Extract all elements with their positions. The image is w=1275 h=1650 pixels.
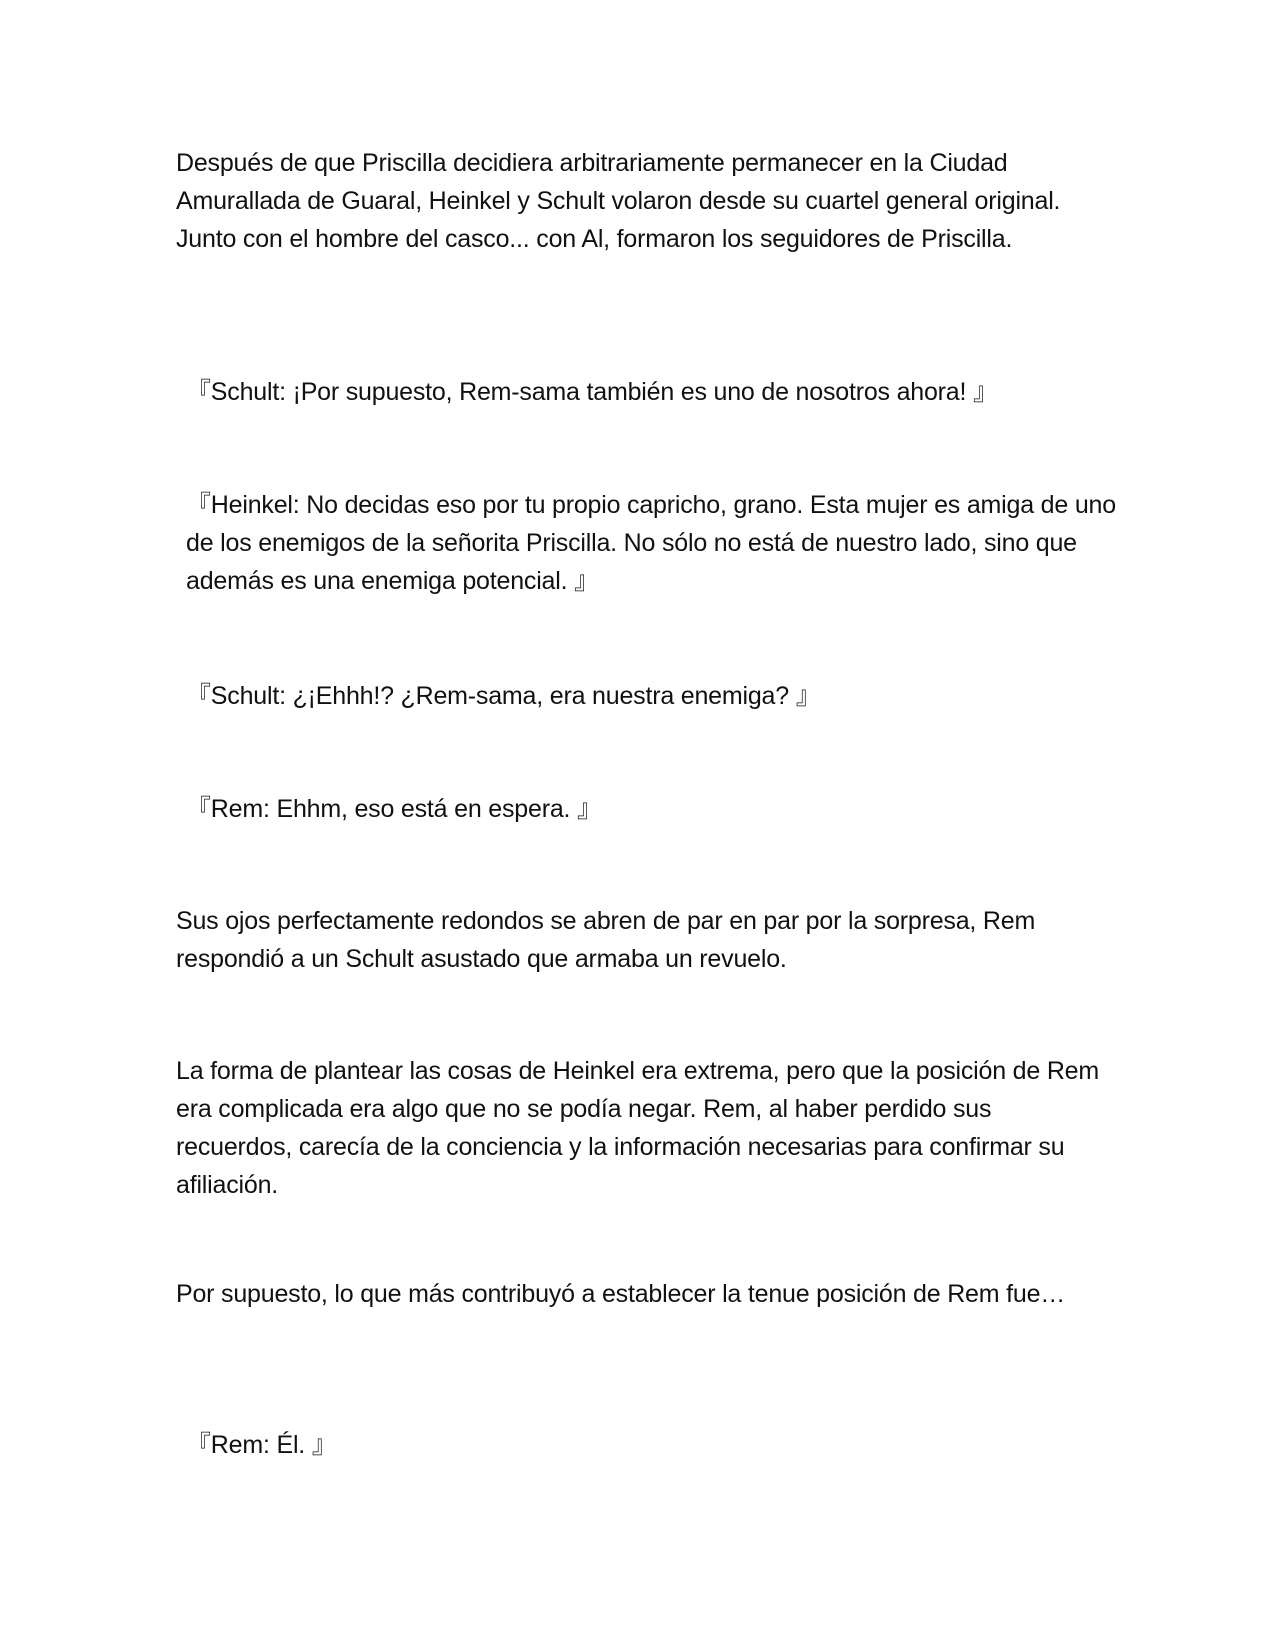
narration-paragraph: La forma de plantear las cosas de Heinkel era extrema, pero que la posición de Rem era complicada era algo que no se podía negar. Rem, al haber perdido sus recuerdos, carecía de la conciencia y la información necesarias para confirmar su afiliación.	[176, 1057, 1100, 1199]
dialogue-line-schult: 『Schult: ¿¡Ehhh!? ¿Rem-sama, era nuestra enemiga? 』	[186, 682, 821, 710]
narration-paragraph: Después de que Priscilla decidiera arbitrariamente permanecer en la Ciudad Amurallada de Guaral, Heinkel y Schult volaron desde su cuartel general original. Junto con el hombre del casco... con Al, formaron los seguidores de Priscilla.	[176, 149, 1061, 253]
dialogue-line-rem: 『Rem: Él. 』	[186, 1431, 337, 1459]
dialogue-line-schult: 『Schult: ¡Por supuesto, Rem-sama también es uno de nosotros ahora! 』	[186, 378, 998, 406]
narration-paragraph: Por supuesto, lo que más contribuyó a establecer la tenue posición de Rem fue…	[176, 1280, 1066, 1308]
dialogue-line-rem: 『Rem: Ehhm, eso está en espera. 』	[186, 795, 602, 823]
dialogue-line-heinkel: 『Heinkel: No decidas eso por tu propio capricho, grano. Esta mujer es amiga de uno de los enemigos de la señorita Priscilla. No sólo no está de nuestro lado, sino que además es una enemiga potencial. 』	[186, 491, 1116, 595]
narration-paragraph: Sus ojos perfectamente redondos se abren de par en par por la sorpresa, Rem respondió a un Schult asustado que armaba un revuelo.	[176, 907, 1036, 973]
